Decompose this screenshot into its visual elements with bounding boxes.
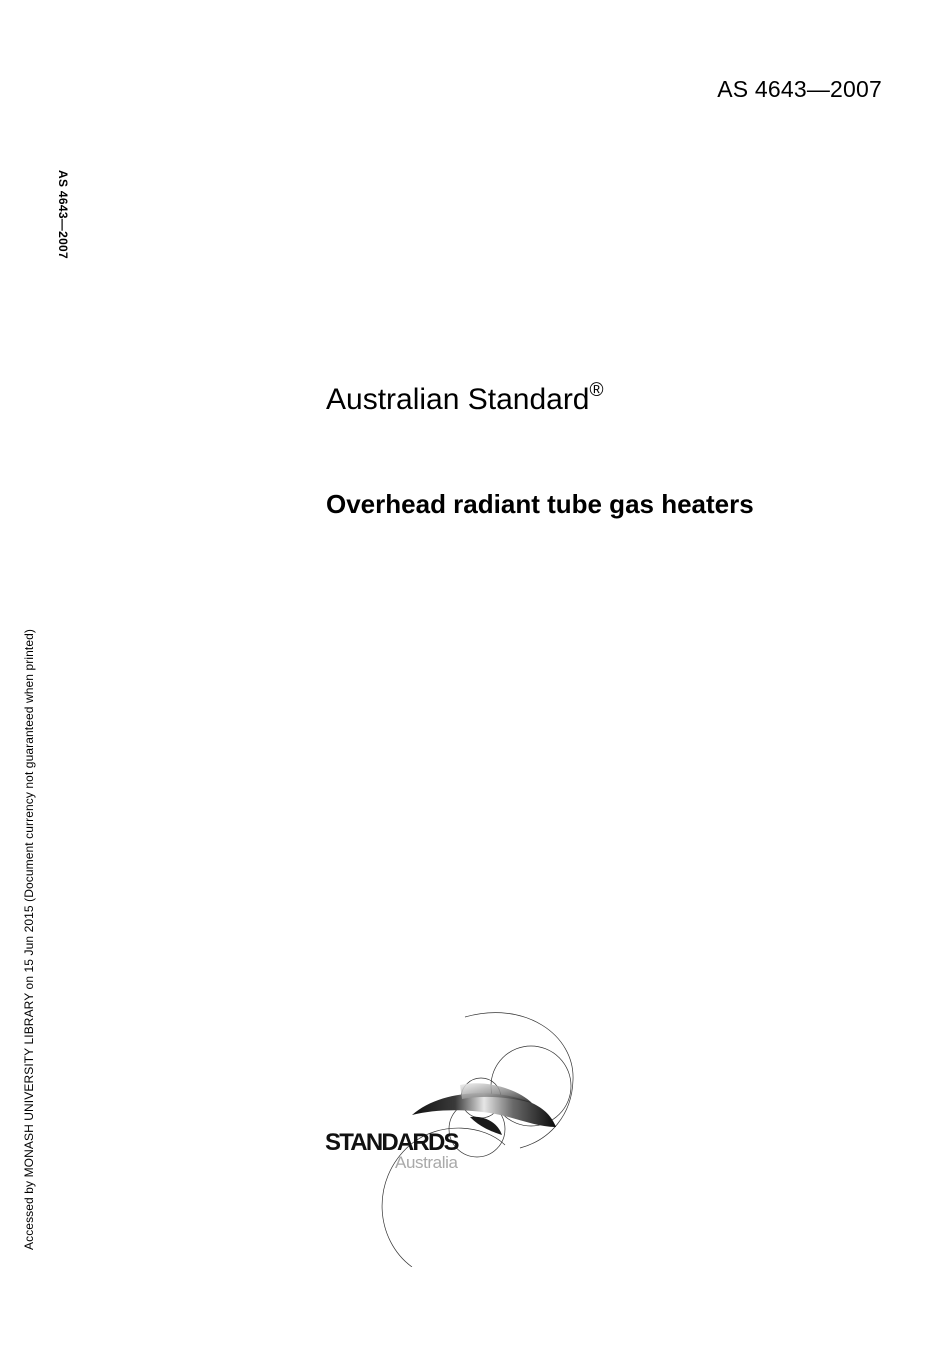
logo-wordmark: STANDARDS [325, 1129, 458, 1156]
spine-document-number: AS 4643—2007 [56, 170, 70, 259]
document-number: AS 4643—2007 [717, 76, 882, 102]
document-title: Overhead radiant tube gas heaters [326, 489, 754, 519]
standard-label-text: Australian Standard [326, 383, 590, 416]
registered-mark: ® [589, 380, 604, 401]
standard-label [326, 382, 604, 417]
logo-subtitle: Australia [395, 1153, 458, 1172]
access-note: Accessed by MONASH UNIVERSITY LIBRARY on 15 Jun 2015 (Document currency not guaranteed when printed) [22, 629, 36, 1250]
standards-australia-logo [320, 1005, 590, 1267]
